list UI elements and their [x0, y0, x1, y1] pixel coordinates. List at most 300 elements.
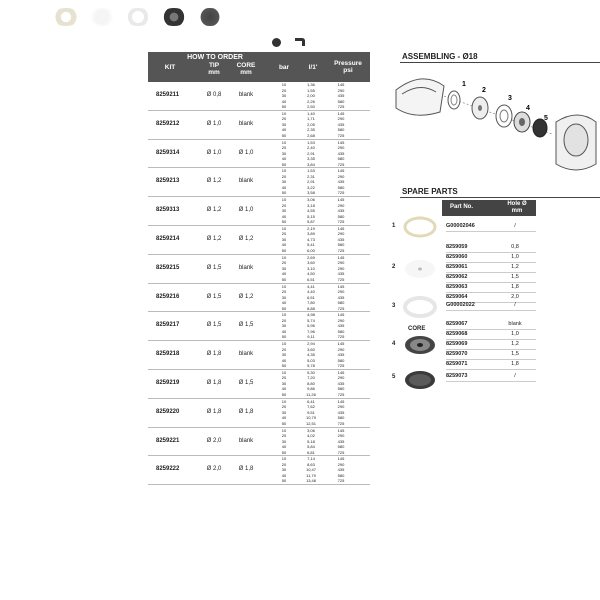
- flow-value: 5,74: [307, 317, 315, 323]
- bar-value: 10: [281, 369, 287, 375]
- psi-value: 725: [337, 247, 345, 253]
- flow-value: 6,51: [307, 294, 315, 300]
- psi-value: 145: [337, 398, 345, 404]
- kit-code: 8259211: [156, 92, 180, 98]
- flow-value: 10,79: [305, 415, 316, 421]
- hole-size: /: [514, 302, 516, 308]
- table-row: [148, 399, 370, 428]
- pressure-rows: [272, 284, 368, 312]
- psi-value: 290: [337, 116, 345, 122]
- bar-value: 30: [281, 208, 287, 214]
- spare-part-number: 3: [392, 303, 396, 309]
- bar-value: 30: [281, 93, 287, 98]
- pressure-row: [272, 104, 368, 110]
- pressure-row: [272, 190, 368, 196]
- spare-part-row: [446, 243, 536, 253]
- flow-value: 4,40: [307, 289, 315, 295]
- table-body: [148, 82, 370, 485]
- table-row: [148, 370, 370, 399]
- bar-value: 30: [281, 467, 287, 473]
- bar-value: 20: [281, 260, 287, 266]
- hole-size: 1,0: [511, 331, 519, 337]
- part-number: G00002022: [446, 302, 475, 308]
- hole-size: 2,0: [511, 294, 519, 300]
- core-size: Ø 1,2: [238, 293, 254, 300]
- kit-code: 8259314: [156, 149, 180, 156]
- bar-value: 50: [281, 449, 287, 455]
- psi-value: 290: [337, 317, 345, 323]
- pressure-rows: [272, 399, 368, 427]
- bar-value: 20: [281, 173, 287, 179]
- psi-value: 435: [337, 323, 345, 329]
- bar-value: 50: [281, 104, 287, 109]
- core-size: blank: [238, 437, 254, 444]
- how-to-order-table: [148, 52, 370, 485]
- psi-value: 580: [337, 444, 345, 450]
- spare-part-row: [446, 222, 536, 232]
- psi-value: 435: [337, 121, 345, 127]
- bar-value: 50: [281, 305, 287, 311]
- psi-value: 725: [337, 219, 345, 225]
- psi-value: 145: [337, 369, 345, 375]
- how-to-order-title: HOW TO ORDER: [187, 54, 243, 61]
- psi-value: 435: [337, 93, 345, 98]
- flow-value: 7,14: [307, 456, 315, 462]
- kit-code: 8259221: [156, 437, 180, 444]
- pressure-rows: [272, 456, 368, 484]
- pressure-rows: [272, 168, 368, 196]
- bar-value: 10: [281, 197, 287, 203]
- bar-value: 50: [281, 420, 287, 426]
- hole-size: /: [514, 373, 516, 379]
- flow-value: 9,51: [307, 409, 315, 415]
- product-thumbnails: [52, 8, 224, 26]
- flow-value: 2,19: [307, 225, 315, 231]
- bar-value: 50: [281, 391, 287, 397]
- flow-value: 4,55: [307, 208, 315, 214]
- table-row: [148, 255, 370, 284]
- flow-value: 3,58: [307, 190, 315, 196]
- col-pressure: Pressure psi: [334, 60, 362, 74]
- psi-value: 435: [337, 438, 345, 444]
- spare-part-number: 4: [392, 341, 396, 347]
- nozzle-cap-right: [556, 115, 596, 170]
- psi-value: 435: [337, 208, 345, 214]
- core-size: Ø 1,2: [238, 235, 254, 242]
- col-hole: Hole Ø mm: [507, 201, 527, 214]
- core-thumbnail: [160, 8, 188, 26]
- filter-image: [403, 369, 437, 391]
- psi-value: 725: [337, 161, 345, 167]
- bar-value: 50: [281, 161, 287, 167]
- psi-value: 580: [337, 213, 345, 219]
- bar-value: 20: [281, 202, 287, 208]
- bar-value: 50: [281, 334, 287, 340]
- bar-value: 20: [281, 289, 287, 295]
- flow-value: 5,15: [307, 213, 315, 219]
- psi-value: 145: [337, 225, 345, 231]
- assembling-title: ASSEMBLING - Ø18: [402, 52, 478, 61]
- psi-value: 725: [337, 391, 345, 397]
- flow-value: 2,05: [307, 121, 315, 127]
- flow-value: 6,41: [307, 398, 315, 404]
- nozzle-body-left: [396, 79, 444, 115]
- kit-code: 8259222: [156, 466, 180, 473]
- flow-value: 7,62: [307, 404, 315, 410]
- hole-size: blank: [508, 321, 522, 327]
- bar-value: 40: [281, 444, 287, 450]
- flow-value: 11,79: [306, 472, 316, 478]
- spare-part-number: 2: [392, 264, 396, 270]
- part-2-tip: [472, 97, 488, 119]
- tip-size: Ø 2,0: [206, 437, 222, 444]
- bar-value: 40: [281, 300, 287, 306]
- kit-code: 8259215: [156, 264, 180, 271]
- psi-value: 725: [337, 478, 345, 484]
- flow-value: 2,40: [307, 145, 315, 151]
- part-number: 8259073: [446, 373, 468, 379]
- flow-value: 5,30: [307, 369, 315, 375]
- bar-value: 20: [281, 317, 287, 323]
- flow-value: 2,26: [307, 98, 315, 104]
- flow-value: 3,89: [307, 231, 315, 237]
- flow-value: 3,35: [307, 156, 315, 162]
- part-number: 8259062: [446, 274, 468, 280]
- table-row: [148, 428, 370, 457]
- spare-part-row: [446, 301, 536, 311]
- washer-image: [403, 296, 437, 318]
- callout-5: 5: [544, 115, 548, 122]
- callout-4: 4: [526, 105, 530, 112]
- psi-value: 290: [337, 346, 345, 352]
- bar-value: 20: [281, 145, 287, 151]
- flow-value: 1,71: [307, 116, 315, 122]
- core-size: Ø 1,8: [238, 466, 254, 473]
- psi-value: 725: [337, 276, 345, 282]
- tip-size: Ø 1,5: [206, 293, 222, 300]
- tip-size: Ø 1,5: [206, 264, 222, 271]
- flow-value: 6,00: [307, 247, 315, 253]
- psi-value: 435: [337, 150, 345, 156]
- filter-thumbnail: [196, 8, 224, 26]
- col-flow: l/1': [308, 64, 318, 71]
- psi-value: 145: [337, 283, 345, 289]
- unit-icons: [272, 38, 305, 47]
- pressure-row: [272, 421, 368, 427]
- callout-2: 2: [482, 87, 486, 94]
- part-4-core: [514, 112, 530, 132]
- psi-value: 580: [337, 386, 345, 392]
- table-row: [148, 341, 370, 370]
- flow-value: 5,87: [307, 219, 315, 225]
- flow-value: 13,48: [305, 478, 316, 484]
- hole-size: 1,5: [511, 351, 519, 357]
- kit-code: 8259213: [156, 178, 180, 185]
- psi-value: 290: [337, 87, 345, 93]
- table-row: [148, 312, 370, 341]
- pressure-row: [272, 450, 368, 456]
- psi-value: 145: [337, 110, 345, 116]
- flow-value: 4,35: [307, 352, 315, 358]
- bar-value: 30: [281, 150, 287, 156]
- flow-value: 12,51: [305, 420, 316, 426]
- core-size: blank: [238, 264, 254, 271]
- flow-value: 8,80: [307, 380, 315, 386]
- flow-value: 3,06: [307, 427, 315, 433]
- flow-value: 9,86: [307, 386, 315, 392]
- flow-value: 3,22: [307, 184, 315, 190]
- spare-part-row: [446, 340, 536, 350]
- col-part-no: Part No.: [450, 204, 474, 210]
- tip-image: [403, 258, 437, 280]
- psi-value: 145: [337, 254, 345, 260]
- flow-value: 5,84: [307, 444, 315, 450]
- spare-part-number: 1: [392, 223, 396, 229]
- bar-value: 20: [281, 461, 287, 467]
- table-row: [148, 111, 370, 140]
- tip-size: Ø 1,2: [206, 178, 222, 185]
- flow-value: 4,50: [307, 271, 315, 277]
- psi-value: 435: [337, 352, 345, 358]
- flow-value: 3,06: [307, 197, 315, 203]
- psi-value: 290: [337, 145, 345, 151]
- bar-value: 10: [281, 427, 287, 433]
- bar-value: 50: [281, 478, 287, 484]
- flow-value: 1,53: [307, 139, 315, 145]
- spare-parts-header: [442, 200, 536, 216]
- psi-value: 725: [337, 132, 345, 138]
- kit-code: 8259216: [156, 293, 180, 300]
- bar-value: 40: [281, 156, 287, 162]
- flow-value: 8,88: [307, 305, 315, 311]
- spare-part-row: [446, 283, 536, 293]
- pressure-row: [272, 392, 368, 398]
- kit-code: 8259217: [156, 322, 180, 329]
- psi-value: 145: [337, 427, 345, 433]
- core-size: blank: [238, 178, 254, 185]
- spare-part-number: 5: [392, 374, 396, 380]
- bar-value: 40: [281, 472, 287, 478]
- table-row: [148, 456, 370, 485]
- flow-value: 5,03: [307, 357, 315, 363]
- core-size: blank: [238, 92, 254, 98]
- pressure-row: [272, 219, 368, 225]
- bar-value: 10: [281, 82, 287, 87]
- part-number: 8259060: [446, 254, 468, 260]
- table-row: [148, 197, 370, 226]
- bar-value: 20: [281, 346, 287, 352]
- psi-value: 725: [337, 363, 345, 369]
- bar-value: 30: [281, 294, 287, 300]
- bar-value: 50: [281, 219, 287, 225]
- table-header: [148, 52, 370, 82]
- pressure-rows: [272, 428, 368, 456]
- kit-code: 8259220: [156, 408, 180, 415]
- bar-value: 10: [281, 254, 287, 260]
- flow-value: 7,96: [307, 328, 315, 334]
- bar-value: 40: [281, 213, 287, 219]
- bar-value: 20: [281, 87, 287, 93]
- flow-value: 2,50: [307, 104, 315, 109]
- flow-value: 5,96: [307, 323, 315, 329]
- pressure-row: [272, 363, 368, 369]
- flow-value: 7,80: [307, 300, 315, 306]
- bar-value: 40: [281, 386, 287, 392]
- bar-value: 10: [281, 283, 287, 289]
- core-size: Ø 1,5: [238, 379, 254, 386]
- tip-size: Ø 1,8: [206, 408, 222, 415]
- psi-value: 290: [337, 231, 345, 237]
- pressure-row: [272, 306, 368, 312]
- psi-value: 290: [337, 202, 345, 208]
- bar-value: 20: [281, 116, 287, 122]
- bar-value: 20: [281, 433, 287, 439]
- callout-3: 3: [508, 95, 512, 102]
- spare-parts-title: SPARE PARTS: [402, 187, 458, 196]
- core-label: CORE: [408, 326, 426, 332]
- tip-size: Ø 1,8: [206, 351, 222, 358]
- pressure-gauge-icon: [272, 38, 281, 47]
- bar-value: 50: [281, 190, 287, 196]
- psi-value: 435: [337, 179, 345, 185]
- psi-value: 290: [337, 260, 345, 266]
- pressure-rows: [272, 111, 368, 139]
- psi-value: 290: [337, 375, 345, 381]
- psi-value: 290: [337, 461, 345, 467]
- nozzle-thumbnail: [88, 8, 116, 26]
- flow-value: 3,60: [307, 346, 315, 352]
- flow-value: 1,36: [307, 82, 315, 87]
- flow-value: 6,51: [307, 276, 315, 282]
- flow-value: 7,20: [307, 375, 315, 381]
- kit-code: 8259218: [156, 351, 180, 358]
- bar-value: 20: [281, 375, 287, 381]
- core-size: Ø 1,0: [238, 149, 254, 156]
- bar-value: 50: [281, 132, 287, 138]
- bar-value: 30: [281, 121, 287, 127]
- tip-size: Ø 1,2: [206, 207, 222, 214]
- spare-part-row: [446, 273, 536, 283]
- table-row: [148, 82, 370, 111]
- psi-value: 580: [337, 98, 345, 104]
- psi-value: 145: [337, 168, 345, 174]
- core-size: blank: [238, 120, 254, 127]
- bar-value: 30: [281, 265, 287, 271]
- psi-value: 580: [337, 184, 345, 190]
- bar-value: 10: [281, 225, 287, 231]
- bar-value: 10: [281, 456, 287, 462]
- flow-value: 4,02: [307, 433, 315, 439]
- col-bar: bar: [278, 64, 290, 71]
- part-number: 8259059: [446, 244, 468, 250]
- psi-value: 435: [337, 467, 345, 473]
- psi-value: 145: [337, 139, 345, 145]
- psi-value: 580: [337, 156, 345, 162]
- psi-value: 145: [337, 341, 345, 347]
- spare-part-row: [446, 263, 536, 273]
- flow-value: 5,41: [307, 242, 315, 248]
- bar-value: 30: [281, 352, 287, 358]
- core-size: blank: [238, 351, 254, 358]
- flow-value: 1,53: [307, 168, 315, 174]
- bar-value: 40: [281, 127, 287, 133]
- kit-code: 8259214: [156, 235, 180, 242]
- psi-value: 290: [337, 404, 345, 410]
- kit-code: 8259219: [156, 379, 180, 386]
- psi-value: 580: [337, 415, 345, 421]
- table-row: [148, 226, 370, 255]
- pressure-row: [272, 162, 368, 168]
- pressure-rows: [272, 255, 368, 283]
- part-number: 8259071: [446, 361, 468, 367]
- part-number: 8259070: [446, 351, 468, 357]
- flow-value: 4,73: [307, 236, 315, 242]
- pressure-rows: [272, 226, 368, 254]
- bar-value: 30: [281, 380, 287, 386]
- flow-value: 4,41: [307, 283, 315, 289]
- bar-value: 40: [281, 271, 287, 277]
- flow-value: 1,55: [307, 87, 315, 93]
- bar-value: 20: [281, 404, 287, 410]
- bar-value: 40: [281, 184, 287, 190]
- table-row: [148, 140, 370, 169]
- kit-code: 8259212: [156, 120, 180, 127]
- part-number: 8259064: [446, 294, 468, 300]
- flow-value: 6,81: [307, 449, 315, 455]
- tip-size: Ø 1,0: [206, 149, 222, 156]
- psi-value: 580: [337, 472, 345, 478]
- pressure-rows: [272, 370, 368, 398]
- psi-value: 580: [337, 357, 345, 363]
- psi-value: 725: [337, 190, 345, 196]
- psi-value: 725: [337, 449, 345, 455]
- hole-size: 1,8: [511, 284, 519, 290]
- flow-value: 2,69: [307, 254, 315, 260]
- pressure-rows: [272, 312, 368, 340]
- spare-part-row: [446, 350, 536, 360]
- gasket-thumbnail: [52, 8, 80, 26]
- bar-value: 40: [281, 242, 287, 248]
- psi-value: 290: [337, 433, 345, 439]
- part-number: 8259069: [446, 341, 468, 347]
- psi-value: 580: [337, 300, 345, 306]
- tip-size: Ø 1,5: [206, 322, 222, 329]
- spare-part-row: [446, 372, 536, 382]
- bar-value: 40: [281, 357, 287, 363]
- psi-value: 435: [337, 271, 345, 277]
- col-tip: TIP mm: [208, 62, 220, 76]
- part-number: 8259063: [446, 284, 468, 290]
- bar-value: 30: [281, 438, 287, 444]
- flow-value: 2,00: [307, 93, 315, 98]
- core-size: Ø 1,5: [238, 322, 254, 329]
- part-number: 8259067: [446, 321, 468, 327]
- bar-value: 30: [281, 236, 287, 242]
- spare-part-row: [446, 253, 536, 263]
- bar-value: 10: [281, 341, 287, 347]
- psi-value: 580: [337, 328, 345, 334]
- kit-code: 8259313: [156, 207, 180, 214]
- hole-size: 1,5: [511, 274, 519, 280]
- psi-value: 145: [337, 312, 345, 318]
- table-row: [148, 168, 370, 197]
- pressure-rows: [272, 197, 368, 225]
- bar-value: 10: [281, 398, 287, 404]
- psi-value: 145: [337, 82, 345, 87]
- bar-value: 20: [281, 231, 287, 237]
- tip-size: Ø 1,8: [206, 379, 222, 386]
- psi-value: 145: [337, 197, 345, 203]
